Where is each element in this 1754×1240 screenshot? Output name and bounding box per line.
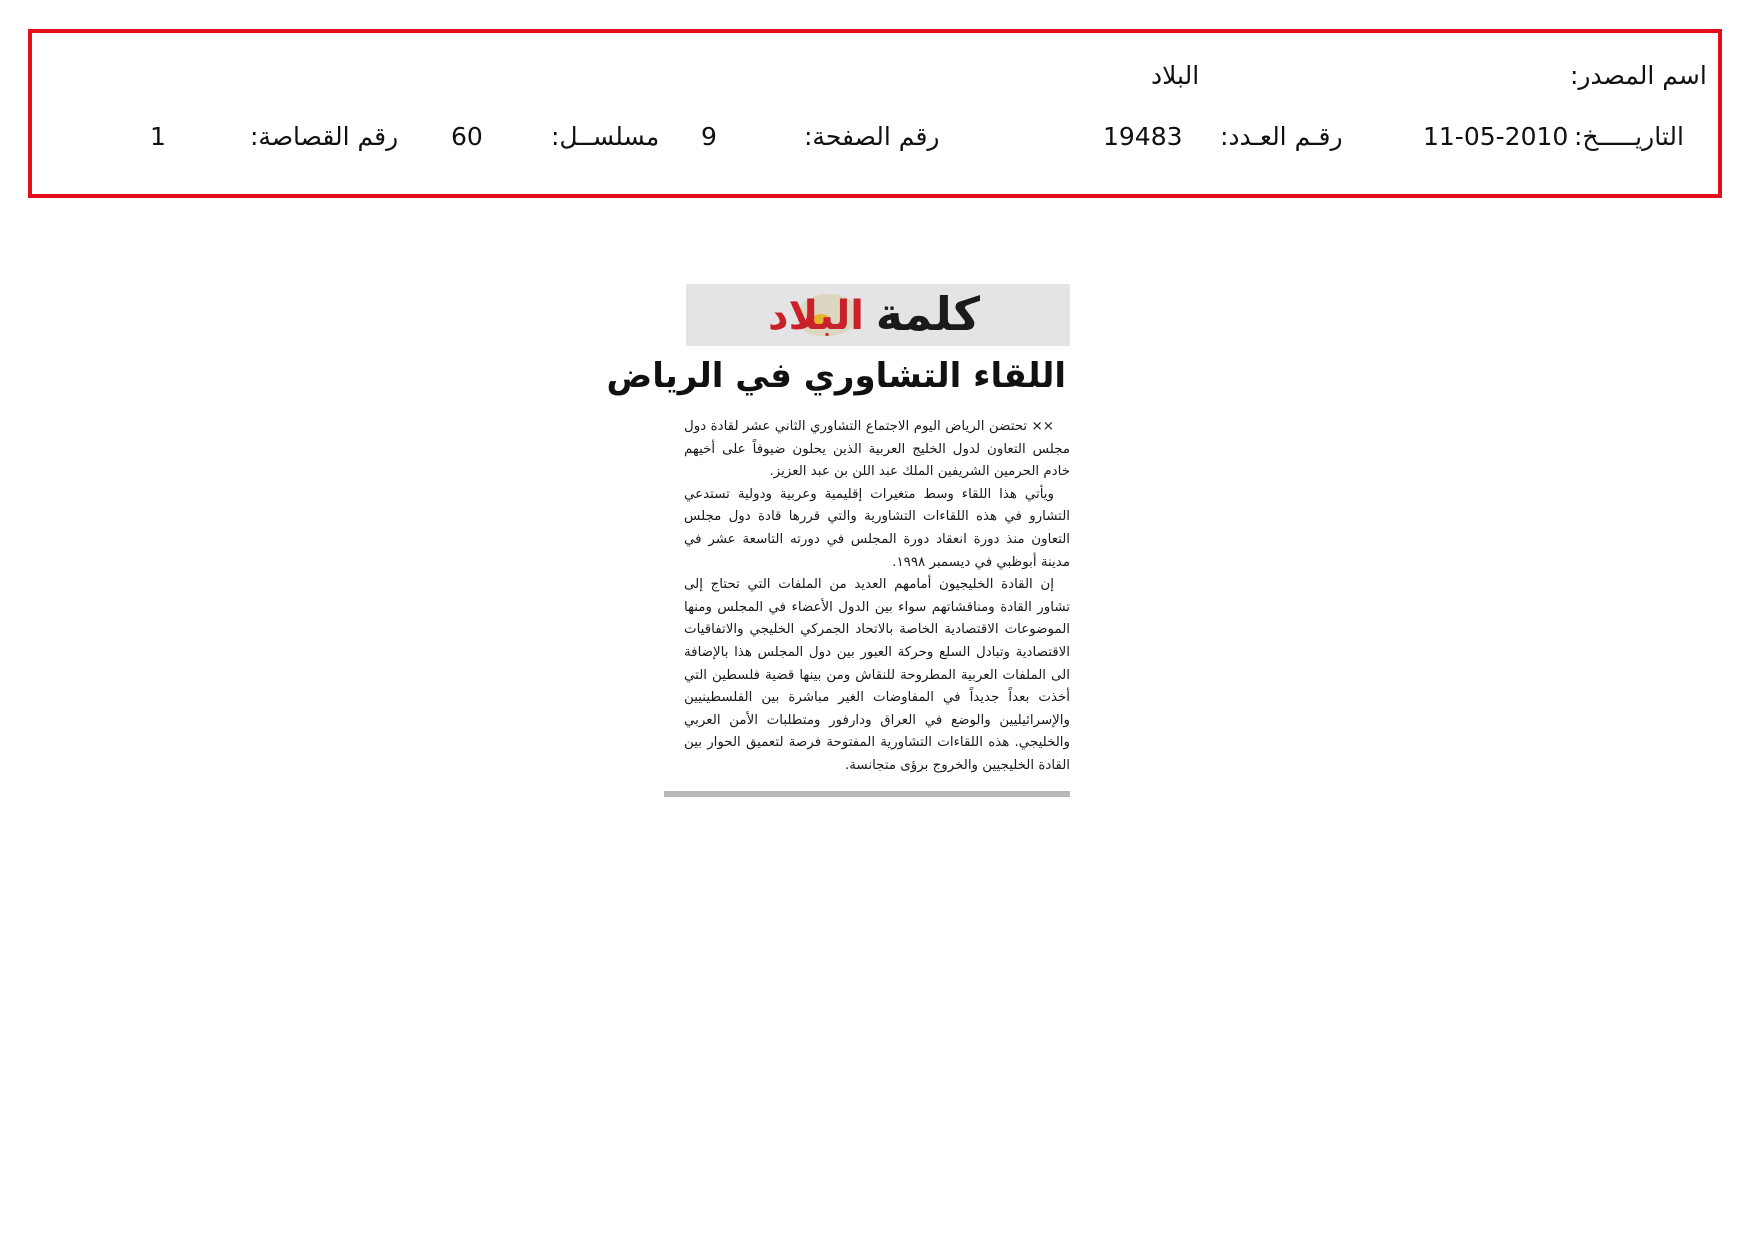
issue-label: رقـم العـدد: [1220,122,1343,151]
article-paragraph: ×× تحتضن الرياض اليوم الاجتماع التشاوري الثاني عشر لقادة دول مجلس التعاون لدول الخليج العربية الذين يحلون ضيوفاً على أخيهم خادم الحرمين الشريفين الملك عبد اللن بن عبد العزيز. [684,419,1070,480]
article-paragraph: إن القادة الخليجيون أمامهم العديد من الملفات التي تحتاج إلى تشاور القادة ومناقشاتهم سواء بين الدول الأعضاء في المجلس ومنها الموضوعات الاقتصادية الخاصة بالاتحاد الجمركي الخليجي والاتفاقيات الاقتصادية وتبادل السلع وحركة العبور بين دول المجلس هذا بالإضافة الى الملفات العربية المطروحة للنقاش ومن بينها قضية فلسطين التي أخذت بعداً جديداً في المفاوضات الغير مباشرة بين الفلسطينيين والإسرائيليين والوضع في العراق ودارفور ومتطلبات الأمن العربي والخليجي. هذه اللقاءات التشاورية المفتوحة فرصة لتعميق الحوار بين القادة الخليجيين والخروج برؤى متجانسة. [684,577,1070,773]
page-label: رقم الصفحة: [804,122,940,151]
masthead-word: كلمة [875,287,980,341]
date-label: التاريـــــخ: [1574,122,1684,151]
page-value: 9 [701,122,717,151]
metadata-box [28,29,1722,198]
article-body [684,416,1070,778]
date-value: 11-05-2010 [1423,122,1569,151]
article-paragraph: ويأتي هذا اللقاء وسط متغيرات إقليمية وعربية ودولية تستدعي التشارو في هذه اللقاءات التشاورية والتي قررها قادة دول مجلس التعاون منذ دورة انعقاد دورة المجلس في دورته التاسعة عشر في مدينة أبوظبي في ديسمبر ١٩٩٨. [684,486,1070,570]
bottom-rule [664,791,1070,797]
source-value: البلاد [1151,61,1200,90]
serial-label: مسلســل: [551,122,660,151]
issue-value: 19483 [1103,122,1183,151]
newspaper-clipping [606,282,1070,802]
clip-number-label: رقم القصاصة: [250,122,399,151]
serial-value: 60 [451,122,483,151]
column-masthead [686,284,1070,346]
clip-number-value: 1 [150,122,166,151]
logo-text: البلاد [768,293,864,339]
article-headline: اللقاء التشاوري في الرياض [606,356,1066,396]
newspaper-logo [768,288,864,342]
source-label: اسم المصدر: [1570,61,1707,90]
